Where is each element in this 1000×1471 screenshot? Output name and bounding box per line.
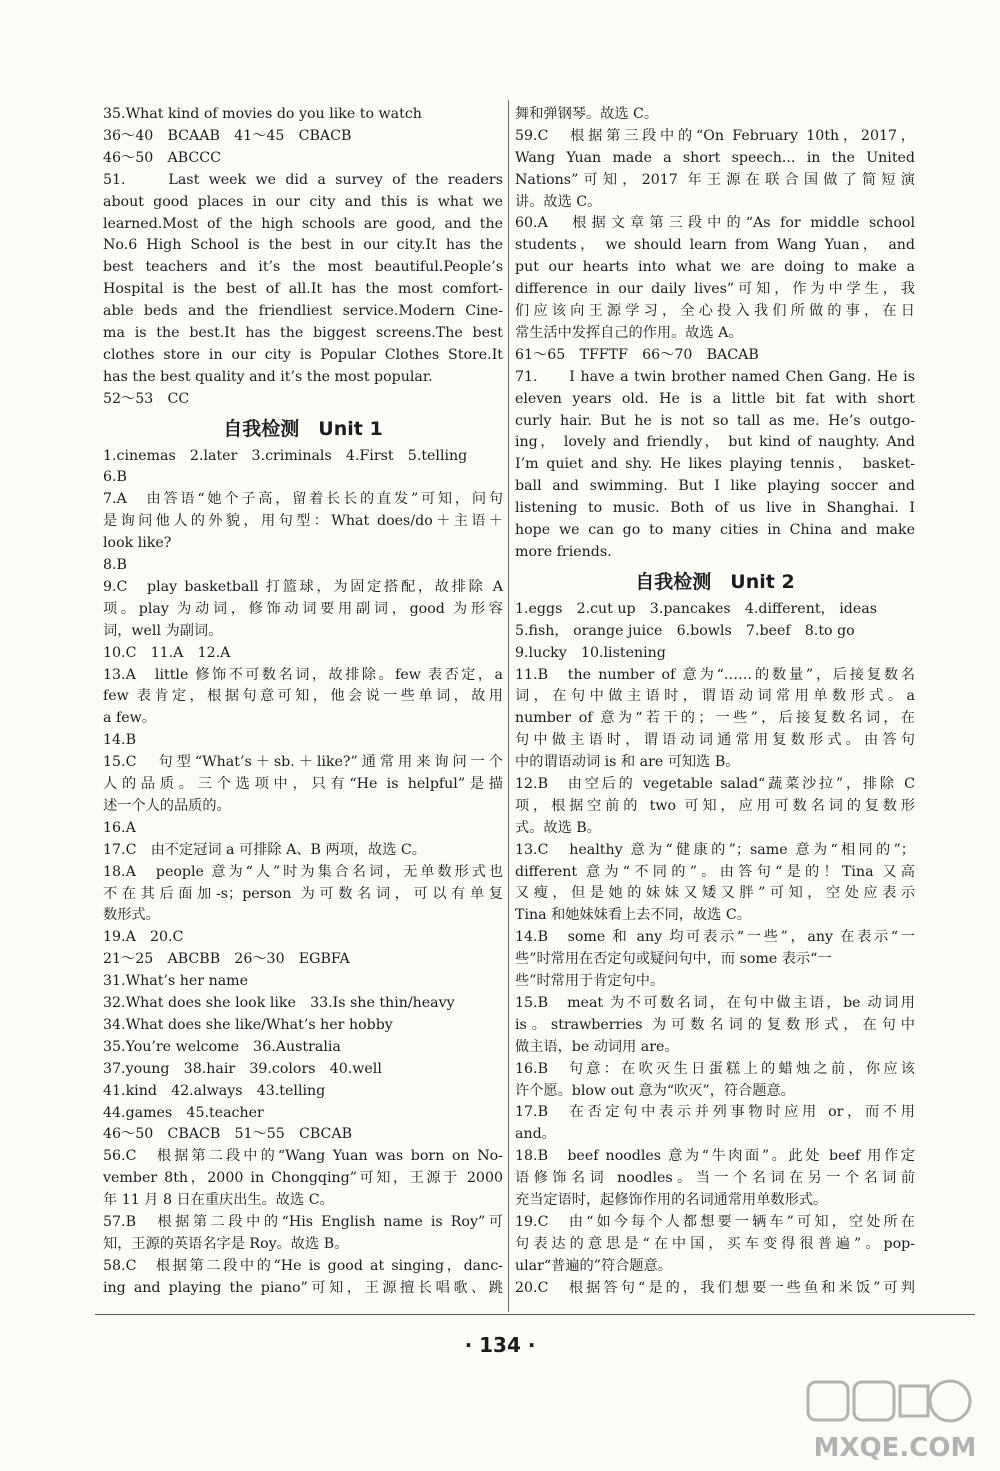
text-line: 语修饰名词 noodles。当一个名词在另一个名词前 — [515, 1170, 915, 1187]
text-line: 59.C 根据第三段中的“On February 10th，2017， — [515, 127, 915, 144]
text-line: 句中做主语时，谓语动词通常用复数形式。由答句 — [515, 732, 915, 749]
text-line: 15.B meat 为不可数名词，在句中做主语，be 动词用 — [515, 994, 915, 1011]
text-line: and。 — [515, 1126, 556, 1143]
text-line: 60.A 根据文章第三段中的“As for middle school — [515, 215, 915, 232]
text-line: eleven years old. He is a little bit fat with short — [515, 390, 915, 407]
text-line: 6.B — [103, 469, 127, 486]
text-line: has the best quality and it’s the most popular. — [103, 368, 433, 385]
text-line: 词，well 为副词。 — [103, 622, 223, 639]
text-line: Wang Yuan made a short speech... in the United — [515, 149, 915, 166]
text-line: 常生活中发挥自己的作用。故选 A。 — [515, 324, 743, 341]
text-line: 19.C 由“如今每个人都想要一辆车”可知，空处所在 — [515, 1213, 915, 1230]
text-line: 做主语，be 动词用 are。 — [515, 1038, 679, 1055]
text-line: 51. Last week we did a survey of the readers — [103, 171, 503, 188]
text-line: best teachers and it’s the most beautiful.People’s — [103, 259, 503, 276]
text-line: 数形式。 — [103, 907, 160, 924]
text-line: 35.You’re welcome 36.Australia — [103, 1038, 341, 1055]
text-line: learned.Most of the high schools are good, and the — [103, 215, 503, 232]
section-heading: 自我检测 Unit 2 — [635, 570, 795, 593]
text-line: 17.C 由不定冠词 a 可排除 A、B 两项，故选 C。 — [103, 841, 426, 858]
text-line: 44.games 45.teacher — [103, 1104, 264, 1121]
text-line: ing and playing the piano”可知，王源擅长唱歌、跳 — [103, 1279, 503, 1296]
text-line: 1.eggs 2.cut up 3.pancakes 4.different， ideas — [515, 600, 877, 617]
text-line: few 表肯定，根据句意可知，他会说一些单词，故用 — [103, 688, 503, 705]
text-line: 们应该向王源学习，全心投入我们所做的事，在日 — [515, 303, 915, 320]
text-line: Tina 和她妹妹看上去不同，故选 C。 — [515, 907, 751, 924]
column-divider — [508, 100, 509, 1312]
text-line: put our hearts into what we are doing to make a — [515, 259, 915, 276]
text-line: 年 11 月 8 日在重庆出生。故选 C。 — [103, 1192, 334, 1209]
text-line: 人的品质。三个选项中，只有“He is helpful”是描 — [103, 776, 503, 793]
text-line: Hospital is the best of all.It has the most comfort- — [103, 281, 503, 298]
text-line: 41.kind 42.always 43.telling — [103, 1082, 326, 1099]
text-line: clothes store in our city is Popular Clothes Store.It — [103, 346, 503, 363]
text-line: 11.B the number of 意为“……的数量”，后接复数名 — [515, 666, 915, 683]
text-line: 词，在句中做主语时，谓语动词常用单数形式。a — [515, 688, 915, 705]
text-line: 句表达的意思是“在中国，买车变得很普遍”。pop- — [515, 1235, 915, 1252]
text-line: curly hair. But he is not so tall as me. He’s outgo- — [515, 412, 915, 429]
section-heading: 自我检测 Unit 1 — [223, 417, 383, 440]
text-line: 34.What does she like/What’s her hobby — [103, 1016, 393, 1033]
text-line: 1.cinemas 2.later 3.criminals 4.First 5.telling — [103, 447, 468, 464]
text-line: 12.B 由空后的 vegetable salad“蔬菜沙拉”，排除 C — [515, 775, 915, 792]
text-line: 52～53 CC — [103, 390, 190, 407]
text-line: 18.B beef noodles 意为“牛肉面”。此处 beef 用作定 — [515, 1148, 915, 1165]
text-line: 71. I have a twin brother named Chen Gang. He is — [515, 368, 915, 385]
text-line: 16.B 句意：在吹灭生日蛋糕上的蜡烛之前，你应该 — [515, 1060, 915, 1077]
text-line: 项。play 为动词，修饰动词要用副词，good 为形容 — [103, 600, 503, 617]
text-line: 21～25 ABCBB 26～30 EGBFA — [103, 951, 350, 968]
text-line: ma is the best.It has the biggest screens.The best — [103, 324, 503, 341]
text-line: listening to music. Both of us live in Shanghai. I — [515, 500, 915, 517]
page-number: · 134 · — [464, 1333, 536, 1357]
text-line: 46～50 CBACB 51～55 CBCAB — [103, 1126, 353, 1143]
text-line: 36～40 BCAAB 41～45 CBACB — [103, 127, 352, 144]
text-line: vember 8th，2000 in Chongqing”可知，王源于 2000 — [103, 1170, 503, 1187]
bottom-rule — [95, 1314, 975, 1315]
watermark-logo-icon — [800, 1376, 990, 1466]
text-line: 知，王源的英语名字是 Roy。故选 B。 — [103, 1235, 349, 1252]
watermark-text: MXQE.COM — [813, 1433, 977, 1463]
text-line: No.6 High School is the best in our city.It has the — [103, 237, 503, 254]
text-line: able beds and the friendliest service.Modern Cine- — [103, 303, 503, 320]
text-line: 20.C 根据答句“是的，我们想要一些鱼和米饭”可判 — [515, 1279, 915, 1296]
text-line: 57.B 根据第二段中的“His English name is Roy”可 — [103, 1214, 503, 1231]
text-line: 19.A 20.C — [103, 929, 184, 946]
text-line: Nations”可知，2017 年王源在联合国做了简短演 — [515, 171, 915, 188]
text-line: ing， lovely and friendly， but kind of naughty. And — [515, 434, 915, 451]
text-line: 充当定语时，起修饰作用的名词通常用单数形式。 — [515, 1192, 828, 1208]
text-line: ball and swimming. But I like playing soccer and — [515, 478, 915, 495]
text-line: 37.young 38.hair 39.colors 40.well — [103, 1060, 382, 1077]
text-line: 讲。故选 C。 — [515, 193, 602, 210]
text-line: 31.What’s her name — [103, 973, 249, 990]
text-line: 46～50 ABCCC — [103, 149, 221, 166]
text-line: more friends. — [515, 543, 612, 560]
right-column — [515, 104, 915, 1299]
text-line: different 意为“不同的”。由答句“是的！Tina 又高 — [515, 863, 915, 880]
left-column — [103, 104, 503, 1300]
text-line: 舞和弹钢琴。故选 C。 — [515, 106, 659, 122]
text-line: 18.A people 意为“人”时为集合名词，无单数形式也 — [103, 863, 503, 880]
text-line: 13.A little 修饰不可数名词，故排除。few 表否定，a — [103, 666, 503, 683]
text-line: 项，根据空前的 two 可知，应用可数名词的复数形 — [515, 797, 915, 814]
text-line: 14.B — [103, 732, 136, 749]
text-line: 9.lucky 10.listening — [515, 644, 666, 661]
text-line: 中的谓语动词 is 和 are 可知选 B。 — [515, 754, 740, 771]
text-line: 不在其后面加-s；person 为可数名词，可以有单复 — [103, 885, 503, 902]
text-line: 14.B some 和 any 均可表示“一些”，any 在表示“一 — [515, 929, 915, 946]
text-line: 9.C play basketball 打篮球，为固定搭配，故排除 A — [103, 578, 503, 595]
text-line: 16.A — [103, 819, 136, 836]
text-line: 35.What kind of movies do you like to watch — [103, 106, 422, 122]
text-line: 些”时常用在否定句或疑问句中，而 some 表示“一 — [515, 951, 832, 968]
text-line: 32.What does she look like 33.Is she thin/heavy — [103, 995, 455, 1012]
text-line: 述一个人的品质的。 — [103, 797, 231, 814]
text-line: I’m quiet and shy. He likes playing tennis， basket- — [515, 456, 915, 473]
text-line: hope we can go to many cities in China and make — [515, 521, 915, 538]
text-line: look like? — [103, 535, 172, 552]
text-line: 式。故选 B。 — [515, 819, 601, 836]
text-line: 13.C healthy 意为“健康的”；same 意为“相同的”； — [515, 841, 915, 858]
text-line: 10.C 11.A 12.A — [103, 644, 231, 661]
text-line: is。strawberries 为可数名词的复数形式，在句中 — [515, 1016, 915, 1033]
text-line: 些”时常用于肯定句中。 — [515, 973, 665, 990]
text-line: ular“普遍的”符合题意。 — [515, 1257, 672, 1274]
text-line: students， we should learn from Wang Yuan， and — [515, 237, 915, 254]
text-line: number of 意为“若干的；一些”，后接复数名词，在 — [515, 710, 915, 727]
text-line: 许个愿。blow out 意为“吹灭”，符合题意。 — [515, 1082, 795, 1099]
text-line: 5.fish， orange juice 6.bowls 7.beef 8.to go — [515, 622, 855, 639]
text-line: 15.C 句型“What’s＋sb.＋like?”通常用来询问一个 — [103, 754, 503, 771]
text-line: 又瘦，但是她的妹妹又矮又胖”可知，空处应表示 — [515, 885, 915, 902]
text-line: 17.B 在否定句中表示并列事物时应用 or，而不用 — [515, 1104, 915, 1121]
text-line: difference in our daily lives”可知，作为中学生，我 — [515, 281, 915, 298]
text-line: 56.C 根据第二段中的“Wang Yuan was born on No- — [103, 1148, 503, 1165]
text-line: 58.C 根据第二段中的“He is good at singing，danc- — [103, 1257, 503, 1274]
text-line: 是询问他人的外貌，用句型：What does/do＋主语＋ — [103, 513, 503, 530]
text-line: about good places in our city and this is what we — [103, 193, 503, 210]
text-line: a few。 — [103, 710, 156, 727]
text-line: 61～65 TFFTF 66～70 BACAB — [515, 346, 759, 363]
text-line: 8.B — [103, 557, 127, 574]
text-line: 7.A 由答语“她个子高，留着长长的直发”可知，问句 — [103, 491, 503, 508]
